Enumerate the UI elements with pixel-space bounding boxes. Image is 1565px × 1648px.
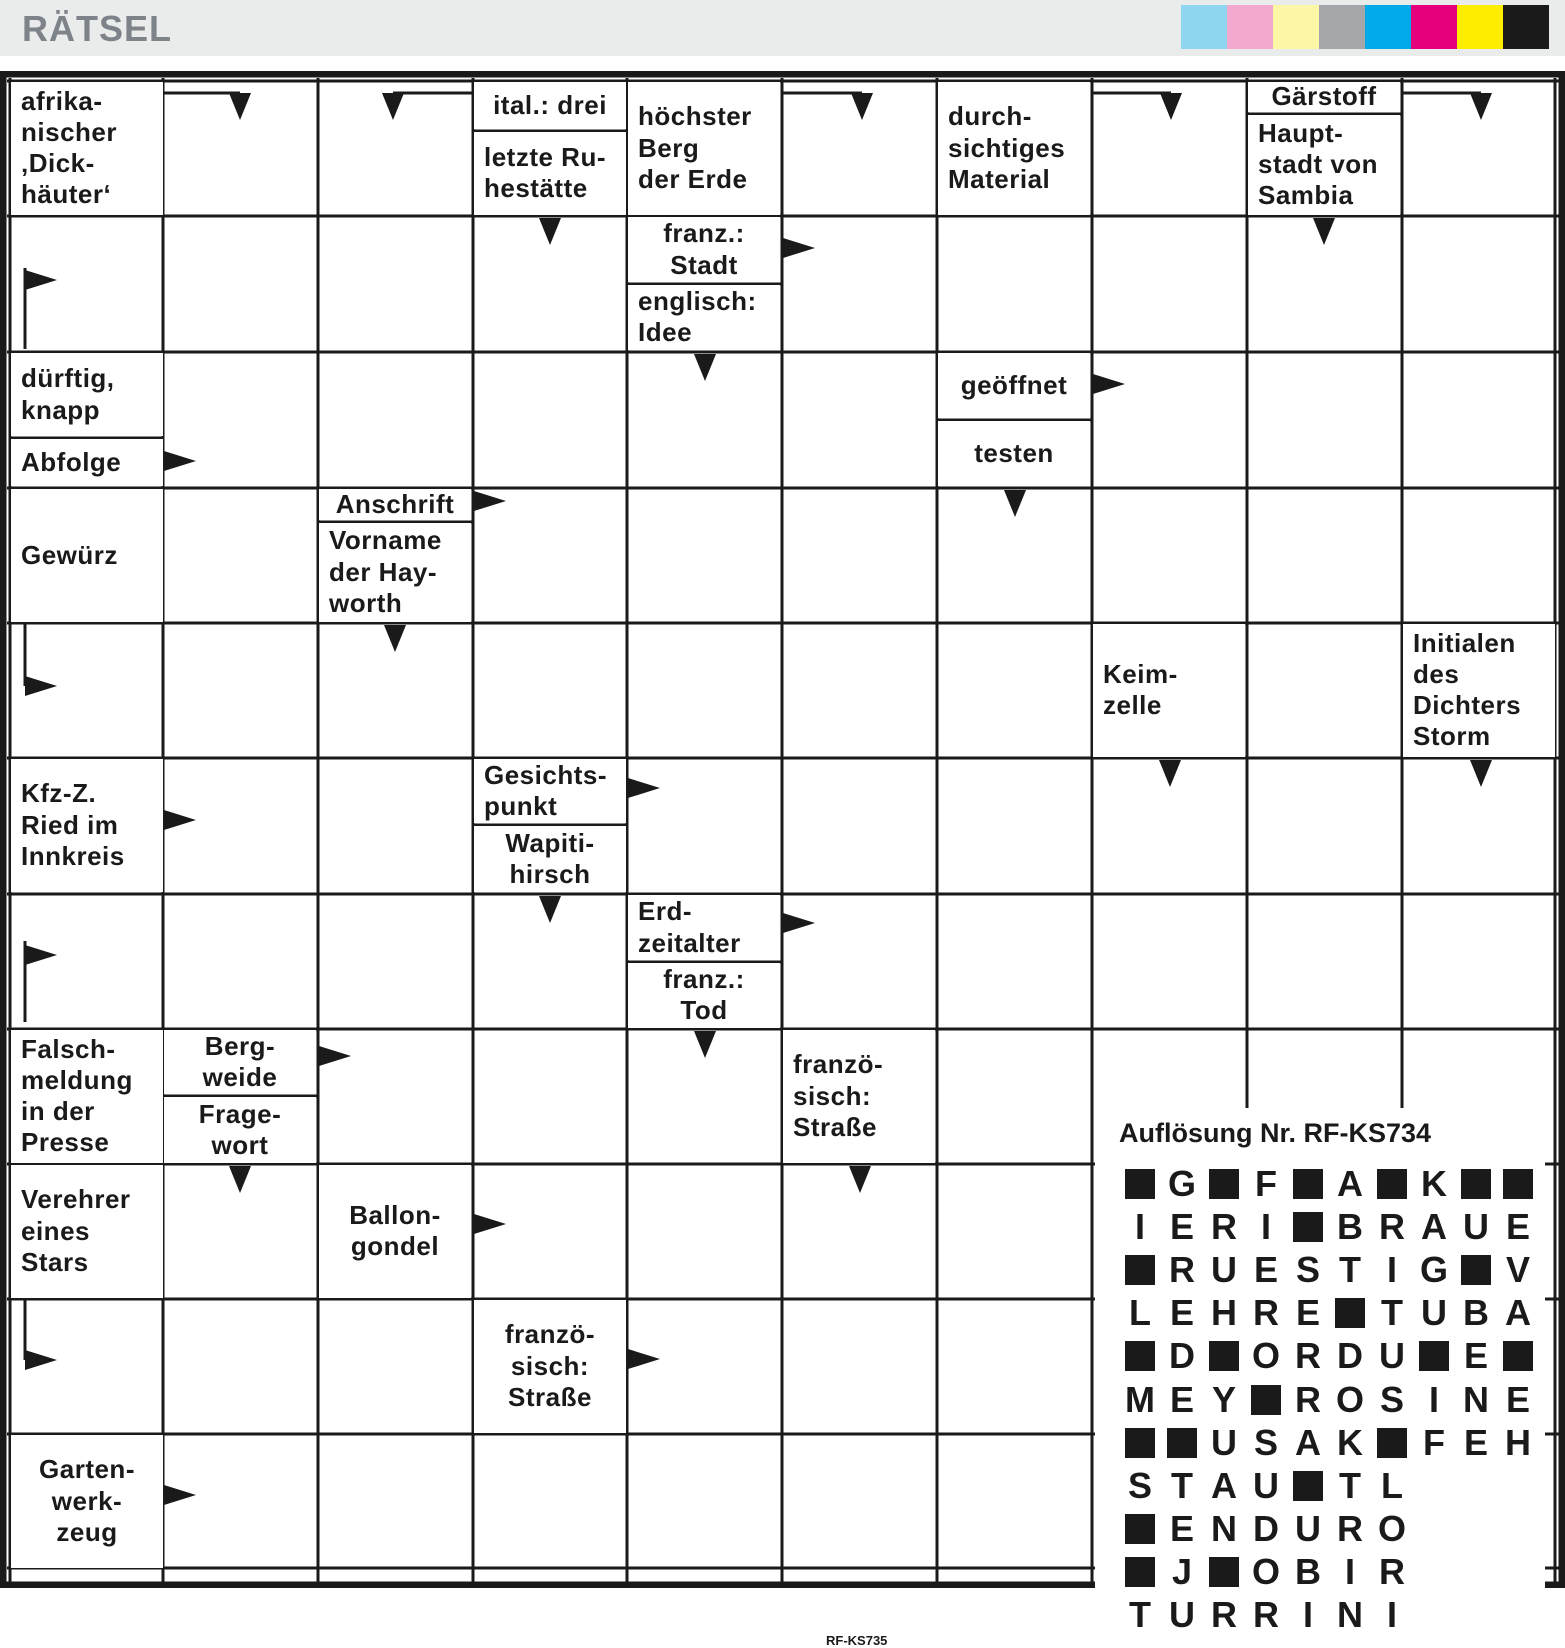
clue-text: letzte Ru- <box>484 142 606 173</box>
clue-text: hestätte <box>484 173 588 204</box>
solution-block <box>1287 1162 1329 1205</box>
arrow-down-icon <box>539 218 561 245</box>
clue-text: sichtiges <box>948 132 1066 163</box>
color-swatch <box>1181 5 1227 49</box>
solution-letter: B <box>1463 1292 1489 1334</box>
solution-letter: U <box>1169 1594 1195 1636</box>
clue-text: Gesichts- <box>484 759 607 790</box>
clue-cell <box>474 132 626 215</box>
solution-row <box>1119 1205 1539 1248</box>
clue-text: Straße <box>793 1111 877 1142</box>
solution-block <box>1371 1162 1413 1205</box>
black-square <box>1293 1471 1323 1501</box>
clue-text: ital.: drei <box>493 89 607 120</box>
clue-text: geöffnet <box>960 369 1068 400</box>
black-square <box>1125 1255 1155 1285</box>
arrow-right-icon <box>1093 374 1125 394</box>
solution-letter: T <box>1171 1464 1193 1506</box>
clue-text: Stadt <box>670 249 738 280</box>
clue-text: afrika- <box>21 85 103 116</box>
solution-letter: R <box>1211 1205 1237 1247</box>
solution-block <box>1497 1335 1539 1378</box>
clue-text: knapp <box>21 394 101 425</box>
clue-text: Gärstoff <box>1271 81 1377 112</box>
solution-letter: B <box>1295 1551 1321 1593</box>
arrow-right-icon <box>474 1214 506 1234</box>
solution-letter: E <box>1463 1335 1488 1377</box>
solution-letter: S <box>1253 1421 1278 1463</box>
solution-letter: B <box>1337 1205 1363 1247</box>
clue-text: Presse <box>21 1127 110 1158</box>
page-title: RÄTSEL <box>22 8 172 49</box>
solution-row <box>1119 1292 1539 1335</box>
arrow-right-icon <box>25 676 57 696</box>
arrow-down-icon <box>1470 760 1492 787</box>
clue-text: Vorname <box>329 525 442 556</box>
solution-letter: R <box>1295 1335 1321 1377</box>
solution-block <box>1203 1162 1245 1205</box>
solution-letter: U <box>1211 1421 1237 1463</box>
solution-letter: I <box>1260 1205 1271 1247</box>
solution-block <box>1203 1335 1245 1378</box>
clue-cell <box>938 353 1090 418</box>
clue-text: franz.: <box>663 964 745 995</box>
clue-text: Sambia <box>1258 180 1354 211</box>
clue-text: Frage- <box>198 1098 282 1129</box>
solution-letter: T <box>1129 1594 1151 1636</box>
solution-letter: R <box>1379 1551 1405 1593</box>
clue-cell <box>1248 82 1400 112</box>
clue-text: Garten- <box>39 1454 135 1485</box>
solution-letter: A <box>1337 1162 1363 1204</box>
solution-block <box>1497 1162 1539 1205</box>
solution-letter: E <box>1505 1205 1530 1247</box>
clue-text: Storm <box>1413 721 1491 752</box>
solution-letter: R <box>1253 1292 1279 1334</box>
clue-text: punkt <box>484 791 558 821</box>
solution-panel <box>1095 1108 1545 1638</box>
arrow-down-icon <box>851 93 873 120</box>
black-square <box>1167 1428 1197 1458</box>
color-swatch <box>1411 5 1457 49</box>
solution-block <box>1371 1421 1413 1464</box>
solution-letter: G <box>1419 1248 1448 1290</box>
solution-letter: I <box>1134 1205 1145 1247</box>
arrow-right-icon <box>164 810 196 830</box>
solution-block <box>1413 1335 1455 1378</box>
clue-text: wort <box>211 1129 269 1160</box>
clue-text: Innkreis <box>21 840 125 871</box>
clue-text: zelle <box>1103 690 1162 721</box>
clue-cell <box>11 489 163 622</box>
clue-text: Tod <box>680 995 728 1026</box>
arrow-right-icon <box>783 913 815 933</box>
clue-text: Berg- <box>204 1030 276 1061</box>
clue-cell <box>164 1030 316 1094</box>
color-swatch <box>1503 5 1549 49</box>
arrow-right-icon <box>25 945 57 965</box>
solution-letter: H <box>1211 1292 1237 1334</box>
solution-letter: E <box>1295 1292 1320 1334</box>
arrow-down-icon <box>539 896 561 923</box>
solution-letter: D <box>1337 1335 1363 1377</box>
solution-block <box>1161 1421 1203 1464</box>
solution-letter: K <box>1421 1162 1447 1204</box>
clue-text: zeitalter <box>638 927 741 958</box>
solution-block <box>1203 1551 1245 1594</box>
clue-text: Straße <box>508 1381 592 1412</box>
black-square <box>1125 1514 1155 1544</box>
solution-letter: R <box>1295 1378 1321 1420</box>
clue-cell <box>11 1165 163 1298</box>
clue-text: der Hay- <box>329 556 438 587</box>
black-square <box>1209 1169 1239 1199</box>
solution-letter: G <box>1167 1162 1196 1204</box>
clue-text: franzö- <box>793 1049 884 1080</box>
color-swatch <box>1457 5 1503 49</box>
clue-cell <box>628 285 780 350</box>
solution-block <box>1287 1205 1329 1248</box>
clue-text: hirsch <box>509 858 591 889</box>
solution-letter: U <box>1463 1205 1489 1247</box>
arrow-right-icon <box>319 1046 351 1066</box>
clue-cell <box>11 439 163 486</box>
clue-text: Dichters <box>1413 690 1522 721</box>
arrow-down-icon <box>382 93 404 120</box>
black-square <box>1209 1341 1239 1371</box>
clue-text: Ballon- <box>349 1200 441 1231</box>
black-square <box>1335 1298 1365 1328</box>
black-square <box>1125 1341 1155 1371</box>
clue-cell <box>11 1030 163 1163</box>
solution-letter: O <box>1335 1378 1364 1420</box>
clue-text: gondel <box>350 1231 440 1262</box>
solution-block <box>1245 1378 1287 1421</box>
solution-row <box>1119 1162 1539 1205</box>
solution-letter: N <box>1463 1378 1489 1420</box>
solution-letter: A <box>1421 1205 1447 1247</box>
clue-cell <box>11 82 163 215</box>
clue-text: werk- <box>51 1485 123 1516</box>
arrow-right-icon <box>164 1485 196 1505</box>
clue-text: höchster <box>638 101 752 132</box>
solution-row <box>1119 1335 1539 1378</box>
arrow-right-icon <box>474 491 506 511</box>
solution-letter: E <box>1253 1248 1278 1290</box>
color-swatch <box>1273 5 1319 49</box>
arrow-down-icon <box>229 93 251 120</box>
solution-letter: R <box>1169 1248 1195 1290</box>
clue-cell <box>628 217 780 282</box>
black-square <box>1461 1169 1491 1199</box>
clue-text: Erd- <box>638 896 692 927</box>
clue-cell <box>938 421 1090 486</box>
arrow-right-icon <box>628 1349 660 1369</box>
solution-grid <box>1119 1162 1539 1637</box>
black-square <box>1251 1385 1281 1415</box>
solution-letter: I <box>1386 1594 1397 1636</box>
solution-block <box>1329 1292 1371 1335</box>
clue-text: testen <box>974 437 1054 468</box>
arrow-down-icon <box>1160 93 1182 120</box>
clue-text: Idee <box>638 317 693 348</box>
solution-letter: T <box>1381 1292 1403 1334</box>
clue-cell <box>628 963 780 1028</box>
clue-cell <box>11 759 163 892</box>
solution-block <box>1119 1248 1161 1291</box>
puzzle-code: RF-KS735 <box>826 1633 888 1648</box>
solution-letter: U <box>1253 1464 1279 1506</box>
solution-letter: H <box>1505 1421 1531 1463</box>
clue-cell <box>938 82 1090 215</box>
solution-block <box>1119 1551 1161 1594</box>
solution-block <box>1119 1508 1161 1551</box>
clue-text: der Erde <box>638 163 748 194</box>
solution-letter: T <box>1339 1464 1361 1506</box>
clue-text: sisch: <box>793 1080 872 1111</box>
solution-letter: N <box>1337 1594 1363 1636</box>
arrow-down-icon <box>694 1031 716 1058</box>
solution-letter: E <box>1505 1378 1530 1420</box>
black-square <box>1125 1557 1155 1587</box>
solution-row <box>1119 1421 1539 1464</box>
clue-text: Initialen <box>1413 627 1516 658</box>
crossword-board <box>0 71 1565 1648</box>
solution-letter: S <box>1127 1464 1152 1506</box>
clue-text: häuter‘ <box>21 179 112 210</box>
solution-letter: T <box>1339 1248 1361 1290</box>
black-square <box>1377 1169 1407 1199</box>
solution-letter: N <box>1211 1508 1237 1550</box>
clue-text: Haupt- <box>1258 117 1344 148</box>
solution-letter: U <box>1379 1335 1405 1377</box>
solution-block <box>1287 1464 1329 1507</box>
solution-letter: R <box>1379 1205 1405 1247</box>
clue-cell <box>628 895 780 960</box>
solution-letter: I <box>1344 1551 1355 1593</box>
solution-letter: E <box>1169 1378 1194 1420</box>
solution-letter: L <box>1381 1464 1403 1506</box>
clue-cell <box>474 82 626 129</box>
solution-letter: A <box>1505 1292 1531 1334</box>
clue-text: Falsch- <box>21 1033 116 1064</box>
clue-text: franz.: <box>663 218 745 249</box>
clue-text: Berg <box>638 132 700 163</box>
clue-cell <box>319 523 471 622</box>
arrow-right-icon <box>628 778 660 798</box>
solution-letter: M <box>1125 1378 1155 1420</box>
black-square <box>1209 1557 1239 1587</box>
solution-letter: U <box>1295 1508 1321 1550</box>
solution-letter: R <box>1211 1594 1237 1636</box>
clue-cell <box>474 826 626 892</box>
clue-text: Anschrift <box>335 488 455 519</box>
clue-text: meldung <box>21 1065 133 1096</box>
arrow-down-icon <box>1470 93 1492 120</box>
solution-row <box>1119 1464 1539 1507</box>
arrow-down-icon <box>1159 760 1181 787</box>
clue-cell <box>1248 115 1400 215</box>
clue-cell <box>1093 624 1245 757</box>
clue-cell <box>628 82 780 215</box>
clue-cell <box>474 1300 626 1433</box>
clue-text: Ried im <box>21 809 119 840</box>
clue-text: Wapiti- <box>505 827 595 858</box>
solution-letter: O <box>1251 1551 1280 1593</box>
solution-row <box>1119 1378 1539 1421</box>
clue-cell <box>783 1030 935 1163</box>
clue-text: Abfolge <box>21 446 122 477</box>
solution-letter: A <box>1295 1421 1321 1463</box>
clue-text: Kfz-Z. <box>21 778 97 809</box>
clue-text: Keim- <box>1103 659 1178 690</box>
clue-text: Verehrer <box>21 1184 131 1215</box>
black-square <box>1377 1428 1407 1458</box>
clue-text: Stars <box>21 1246 89 1277</box>
solution-letter: R <box>1337 1508 1363 1550</box>
solution-block <box>1455 1248 1497 1291</box>
arrow-right-icon <box>25 1350 57 1370</box>
solution-letter: D <box>1169 1335 1195 1377</box>
color-swatch <box>1319 5 1365 49</box>
clue-text: durch- <box>948 101 1032 132</box>
clue-text: stadt von <box>1258 149 1379 180</box>
clue-text: Gewürz <box>21 539 118 570</box>
solution-letter: S <box>1379 1378 1404 1420</box>
clue-text: dürftig, <box>21 363 115 394</box>
clue-cell <box>319 1165 471 1298</box>
clue-text: franzö- <box>504 1319 596 1350</box>
clue-text: weide <box>202 1062 278 1092</box>
arrow-right-icon <box>25 270 57 290</box>
solution-block <box>1119 1421 1161 1464</box>
arrow-down-icon <box>1313 218 1335 245</box>
solution-row <box>1119 1551 1539 1594</box>
clue-text: zeug <box>56 1516 118 1547</box>
clue-cell <box>11 353 163 436</box>
black-square <box>1293 1212 1323 1242</box>
solution-letter: S <box>1295 1248 1320 1290</box>
color-swatch <box>1227 5 1273 49</box>
solution-letter: F <box>1255 1162 1277 1204</box>
solution-letter: L <box>1129 1292 1151 1334</box>
clue-text: worth <box>329 587 403 618</box>
solution-letter: J <box>1171 1551 1193 1593</box>
solution-letter: U <box>1211 1248 1237 1290</box>
black-square <box>1503 1169 1533 1199</box>
solution-letter: E <box>1169 1205 1194 1247</box>
solution-row <box>1119 1248 1539 1291</box>
clue-text: Material <box>948 163 1051 194</box>
color-swatch <box>1365 5 1411 49</box>
solution-letter: I <box>1386 1248 1397 1290</box>
clue-cell <box>1403 624 1555 757</box>
black-square <box>1419 1341 1449 1371</box>
solution-letter: V <box>1505 1248 1530 1290</box>
solution-block <box>1455 1162 1497 1205</box>
black-square <box>1125 1169 1155 1199</box>
clue-cell <box>164 1097 316 1163</box>
black-square <box>1503 1341 1533 1371</box>
clue-text: sisch: <box>510 1350 590 1381</box>
solution-title: Auflösung Nr. RF-KS734 <box>1119 1118 1432 1148</box>
solution-letter: U <box>1421 1292 1447 1334</box>
arrow-down-icon <box>229 1166 251 1193</box>
clue-text: nischer <box>21 117 117 148</box>
solution-letter: O <box>1377 1508 1406 1550</box>
clue-text: eines <box>21 1215 90 1246</box>
arrow-down-icon <box>1004 490 1026 517</box>
clue-text: in der <box>21 1096 95 1127</box>
solution-block <box>1119 1335 1161 1378</box>
color-swatches <box>1181 5 1549 49</box>
solution-letter: F <box>1423 1421 1445 1463</box>
solution-letter: O <box>1251 1335 1280 1377</box>
solution-letter: Y <box>1211 1378 1236 1420</box>
clue-text: englisch: <box>638 286 757 317</box>
black-square <box>1293 1169 1323 1199</box>
solution-block <box>1119 1162 1161 1205</box>
solution-letter: E <box>1169 1292 1194 1334</box>
solution-letter: A <box>1211 1464 1237 1506</box>
arrow-right-icon <box>783 238 815 258</box>
clue-cell <box>11 1435 163 1568</box>
solution-letter: R <box>1253 1594 1279 1636</box>
solution-letter: E <box>1169 1508 1194 1550</box>
black-square <box>1125 1428 1155 1458</box>
clue-text: ‚Dick- <box>21 148 95 179</box>
solution-letter: K <box>1337 1421 1363 1463</box>
clue-cell <box>319 489 471 520</box>
arrow-down-icon <box>849 1166 871 1193</box>
clue-cell <box>474 759 626 823</box>
arrow-down-icon <box>694 354 716 381</box>
solution-letter: I <box>1428 1378 1439 1420</box>
clue-text: des <box>1413 659 1460 690</box>
header-bar <box>0 0 1565 56</box>
solution-letter: I <box>1302 1594 1313 1636</box>
solution-letter: E <box>1463 1421 1488 1463</box>
solution-row <box>1119 1594 1539 1637</box>
arrow-down-icon <box>384 625 406 652</box>
solution-letter: D <box>1253 1508 1279 1550</box>
arrow-right-icon <box>164 451 196 471</box>
solution-row <box>1119 1508 1539 1551</box>
black-square <box>1461 1255 1491 1285</box>
